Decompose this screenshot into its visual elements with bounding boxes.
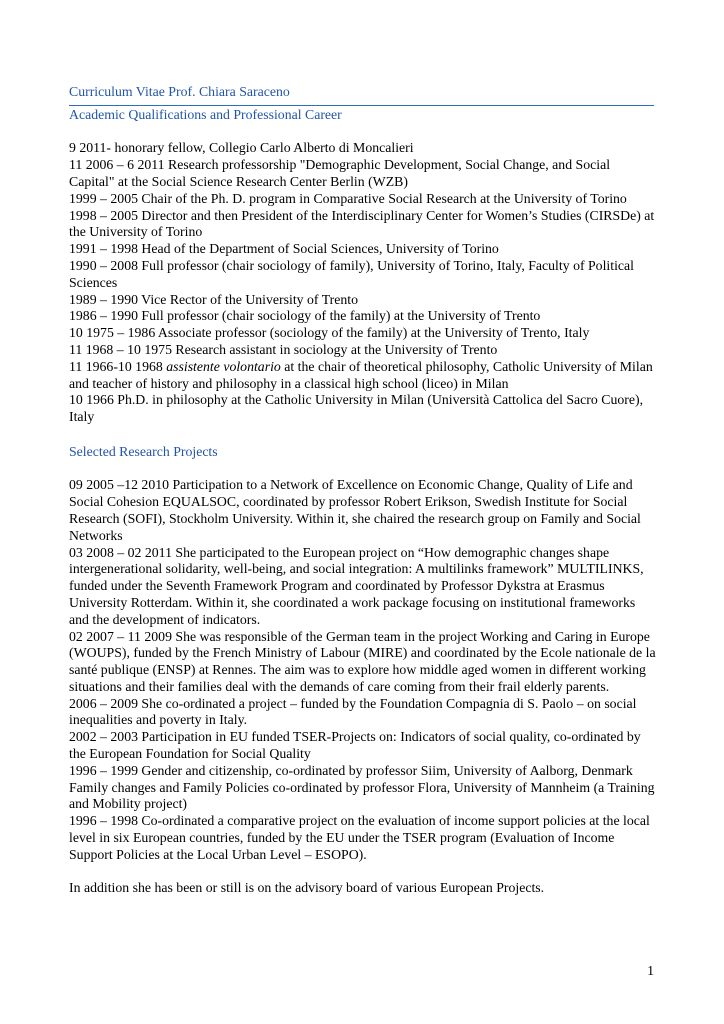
project-entry: 1996 – 1999 Gender and citizenship, co-ordinated by professor Siim, University of Aalborg, Denmark Family changes and Family Policies co-ordinated by professor Flora, University of Mannheim (a Training and Mobility project) bbox=[69, 762, 655, 812]
entry-suffix: at the chair of theoretical philosophy, Catholic University of Milan and teacher of history and philosophy in a classical high school (liceo) in Milan bbox=[69, 358, 653, 391]
career-entry: 1991 – 1998 Head of the Department of Social Sciences, University of Torino bbox=[69, 241, 499, 257]
entry-prefix: 11 1966-10 1968 bbox=[69, 358, 167, 374]
document-title: Curriculum Vitae Prof. Chiara Saraceno bbox=[69, 84, 290, 99]
career-entry: 10 1975 – 1986 Associate professor (sociology of the family) at the University of Trento, Italy bbox=[69, 325, 590, 341]
career-entry bbox=[69, 359, 657, 393]
project-entry: 1996 – 1998 Co-ordinated a comparative project on the evaluation of income support policies at the local level in six European countries, funded by the EU under the TSER program (Evaluation of Income Support Policies at the Local Urban Level – ESOPO). bbox=[69, 813, 650, 862]
project-entry: 2006 – 2009 She co-ordinated a project – funded by the Foundation Compagnia di S. Paolo – on social inequalities and poverty in Italy. bbox=[69, 695, 637, 728]
research-projects-list bbox=[69, 477, 657, 863]
project-entry: 03 2008 – 02 2011 She participated to the European project on “How demographic changes shape intergenerational solidarity, well-being, and social integration: A multilinks framework” MULTILINKS, funded under the Seventh Framework Program and coordinated by Professor Dykstra at Erasmus University Rotterdam. Within it, she coordinated a work package focusing on institutional frameworks and the development of indicators. bbox=[69, 544, 644, 627]
project-entry: 09 2005 –12 2010 Participation to a Network of Excellence on Economic Change, Quality of Life and Social Cohesion EQUALSOC, coordinated by professor Robert Erikson, Swedish Institute for Social Research (SOFI), Stockholm University. Within it, she chaired the research group on Family and Social Networks bbox=[69, 477, 641, 543]
career-entry: 1990 – 2008 Full professor (chair sociology of family), University of Torino, Italy, Faculty of Political Sciences bbox=[69, 257, 634, 290]
career-entry: 1998 – 2005 Director and then President of the Interdisciplinary Center for Women’s Studies (CIRSDe) at the University of Torino bbox=[69, 207, 655, 240]
title-divider bbox=[69, 105, 654, 106]
academic-career-list bbox=[69, 140, 657, 426]
entry-italic-term: assistente volontario bbox=[166, 358, 281, 374]
page-number: 1 bbox=[647, 963, 654, 978]
career-entry: 11 2006 – 6 2011 Research professorship "Demographic Development, Social Change, and Social Capital" at the Social Science Research Center Berlin (WZB) bbox=[69, 157, 611, 189]
career-entry: 10 1966 Ph.D. in philosophy at the Catholic University in Milan (Università Cattolica del Sacro Cuore), Italy bbox=[69, 392, 644, 425]
career-entry: 1986 – 1990 Full professor (chair sociology of the family) at the University of Trento bbox=[69, 308, 541, 324]
section-heading-projects: Selected Research Projects bbox=[69, 443, 218, 459]
project-entry: 02 2007 – 11 2009 She was responsible of the German team in the project Working and Caring in Europe (WOUPS), funded by the French Ministry of Labour (MIRE) and coordinated by the Ecole nationale de la santé publique (ENSP) at Rennes. The aim was to explore how middle aged women in different working situations and their families deal with the demands of care coming from their frail elderly parents. bbox=[69, 628, 656, 694]
cv-page bbox=[69, 84, 657, 897]
project-entry: 2002 – 2003 Participation in EU funded TSER-Projects on: Indicators of social quality, co-ordinated by the European Foundation for Social Quality bbox=[69, 729, 641, 762]
career-entry: 1999 – 2005 Chair of the Ph. D. program in Comparative Social Research at the University of Torino bbox=[69, 190, 627, 206]
career-entry: 1989 – 1990 Vice Rector of the University of Trento bbox=[69, 291, 358, 307]
closing-paragraph: In addition she has been or still is on the advisory board of various European Projects. bbox=[69, 880, 545, 896]
career-entry: 11 1968 – 10 1975 Research assistant in sociology at the University of Trento bbox=[69, 341, 498, 357]
career-entry: 9 2011- honorary fellow, Collegio Carlo Alberto di Moncalieri bbox=[69, 140, 414, 156]
section-heading-academic: Academic Qualifications and Professional Career bbox=[69, 106, 342, 122]
